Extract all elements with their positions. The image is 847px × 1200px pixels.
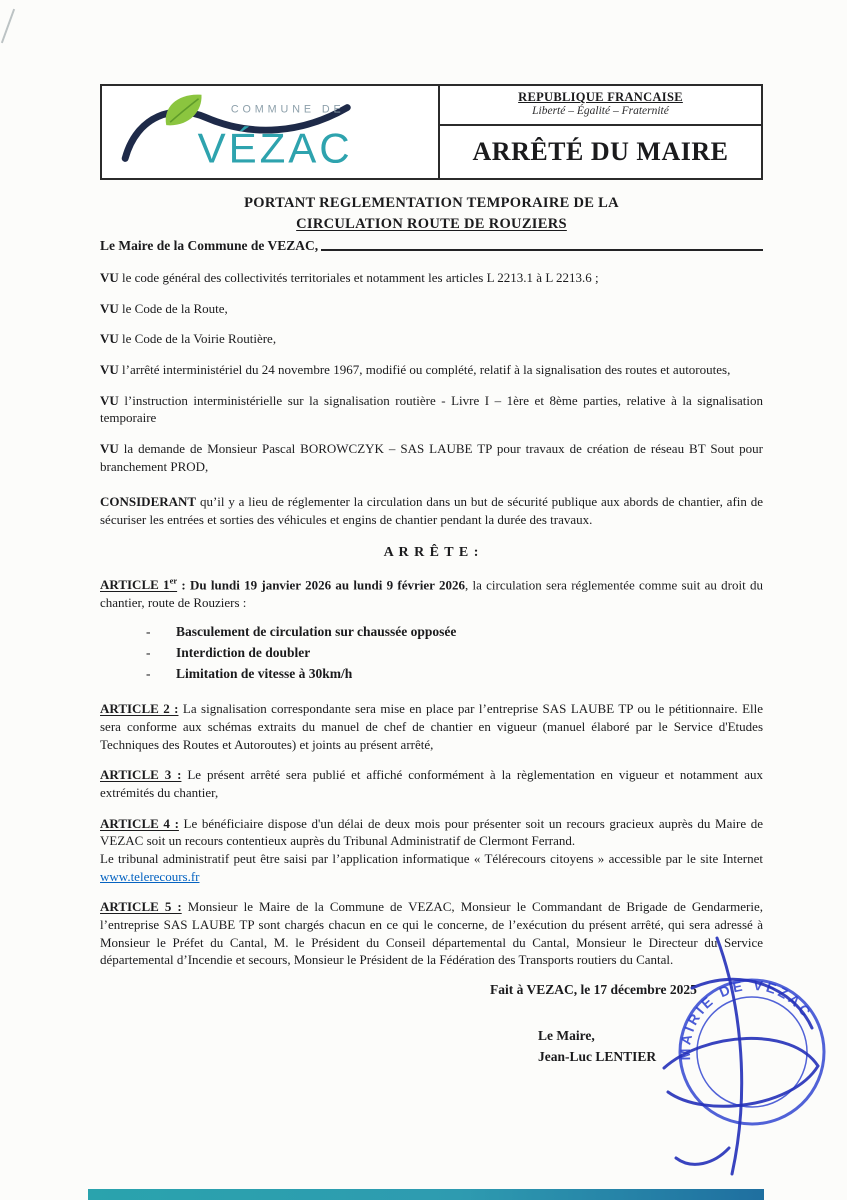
vu-text: le code général des collectivités territoriales et notamment les articles L 2213.1 à L 2213.6 ; [122,270,599,286]
vu-label: VU [100,362,119,378]
vu-label: VU [100,441,119,457]
vu-text: la demande de Monsieur Pascal BOROWCZYK – SAS LAUBE TP pour travaux de création de réseau BT Sout pour branchement PROD, [100,441,764,474]
vu-text: l’arrêté interministériel du 24 novembre 1967, modifié ou complété, relatif à la signalisation des routes et autoroutes, [122,362,731,378]
article-1-dates: : Du lundi 19 janvier 2026 au lundi 9 février 2026 [177,577,465,593]
stamp-text: MAIRIE DE VEZAC [676,976,816,1061]
intro-line [100,238,763,254]
vu-label: VU [100,331,119,347]
vu-text: le Code de la Voirie Routière, [122,331,277,347]
logo-name-text: VÉZAC [197,124,353,172]
bullet-dash: - [146,645,151,661]
letterhead-right [440,86,761,178]
vu-paragraph-6 [100,440,763,475]
document-type-title: ARRÊTÉ DU MAIRE [472,137,729,166]
document-type-cell [440,126,761,178]
article-3-text: Le présent arrêté sera publié et affiché conformément à la règlementation en vigueur et notamment aux extrémités du chantier, [100,767,764,800]
considerant-text: qu’il y a lieu de réglementer la circulation dans un but de sécurité publique aux abords de chantier, afin de sécuriser les entrées et sorties des véhicules et engins de chantier pendant la durée des travaux. [100,494,764,528]
signatory-name: Jean-Luc LENTIER [538,1048,657,1064]
article-1-label [100,577,177,592]
telerecours-link[interactable]: www.telerecours.fr [100,868,200,884]
signature-scribble [676,1148,729,1164]
article-1 [100,576,763,612]
vu-paragraph-1 [100,269,763,287]
article-4-text: Le bénéficiaire dispose d'un délai de deux mois pour présenter soit un recours gracieux auprès du Maire de VEZAC soit un recours contentieux auprès du Tribunal Administratif de Clermont Ferrand. [100,815,764,849]
article-2-label: ARTICLE 2 : [100,701,179,717]
bullet-item-2 [146,643,763,664]
scan-artifact [1,9,15,44]
article-3-label: ARTICLE 3 : [100,767,182,783]
article-1-text: , la circulation sera réglementée comme suit au droit du chantier, route de Rouziers : [100,577,763,610]
article-5 [100,898,763,969]
republic-block [440,86,761,126]
article-1-label-text: ARTICLE 1 [100,577,170,593]
document-title-line2: CIRCULATION ROUTE DE ROUZIERS [296,216,567,233]
national-motto: Liberté – Égalité – Fraternité [532,105,669,117]
article-2 [100,700,763,753]
document-title [100,193,763,235]
logo-commune-de-text: COMMUNE DE [230,103,345,116]
article-4-label: ARTICLE 4 : [100,815,179,831]
vu-label: VU [100,392,119,408]
vu-text: l’instruction interministérielle sur la signalisation routière - Livre I – 1ère et 8ème parties, relative à la signalisation temporaire [100,392,764,426]
letterhead [100,84,763,180]
vu-label: VU [100,300,119,316]
logo-graphic [102,86,438,178]
article-5-label: ARTICLE 5 : [100,899,182,915]
article-5-text: Monsieur le Maire de la Commune de VEZAC, Monsieur le Commandant de Brigade de Gendarmerie, l’entreprise SAS LAUBE TP sont chargés chacun en ce qui le concerne, de l’exécution du présent arrêté, qui sera adressé à Monsieur le Préfet du Cantal, M. le Président du Conseil départemental du Cantal, Monsieur le Directeur du Service départemental d’Incendie et secours, Monsieur le Président de la Fédération des Transports routiers du Cantal. [100,899,763,968]
bullet-text: Interdiction de doubler [176,645,311,661]
document-title-line1: PORTANT REGLEMENTATION TEMPORAIRE DE LA [244,195,619,211]
bullet-item-3 [146,664,763,685]
article-3 [100,766,763,801]
vu-paragraph-4 [100,361,763,379]
signatory-block [538,1026,763,1068]
considerant-label: CONSIDERANT [100,494,197,510]
signatory-title: Le Maire, [538,1027,595,1043]
article-1-label-sup: er [169,575,178,586]
bullet-dash: - [146,666,151,682]
bullet-text: Limitation de vitesse à 30km/h [176,666,353,682]
vu-label: VU [100,270,119,286]
vu-paragraph-5 [100,392,763,427]
document-content [100,84,763,1068]
republic-title: REPUBLIQUE FRANCAISE [518,90,683,104]
article-4-text2: Le tribunal administratif peut être saisi par l’application informatique « Télérecours citoyens » accessible par le site Internet [100,850,763,866]
vu-text: le Code de la Route, [122,300,228,316]
intro-text: Le Maire de la Commune de VEZAC, [100,238,319,254]
vu-paragraph-3 [100,330,763,348]
article-2-text: La signalisation correspondante sera mise en place par l’entreprise SAS LAUBE TP ou le pétitionnaire. Elle sera conforme aux schémas extraits du manuel de chef de chantier en vigueur (manuel élaboré par le Service d'Etudes Techniques des Routes et Autoroutes) et joints au présent arrêté, [100,701,763,752]
bullet-text: Basculement de circulation sur chaussée opposée [176,624,457,640]
rule-line [321,249,763,251]
closing-date: Fait à VEZAC, le 17 décembre 2025 [490,981,697,997]
vu-paragraph-2 [100,300,763,318]
commune-logo [102,86,440,178]
arrete-heading: A R R Ê T E : [383,544,480,560]
article-4 [100,815,763,886]
considerant-paragraph [100,493,763,528]
bullet-dash: - [146,624,151,640]
footer-color-bar [88,1189,764,1200]
bullet-item-1 [146,622,763,643]
article-1-bullets [146,622,763,685]
